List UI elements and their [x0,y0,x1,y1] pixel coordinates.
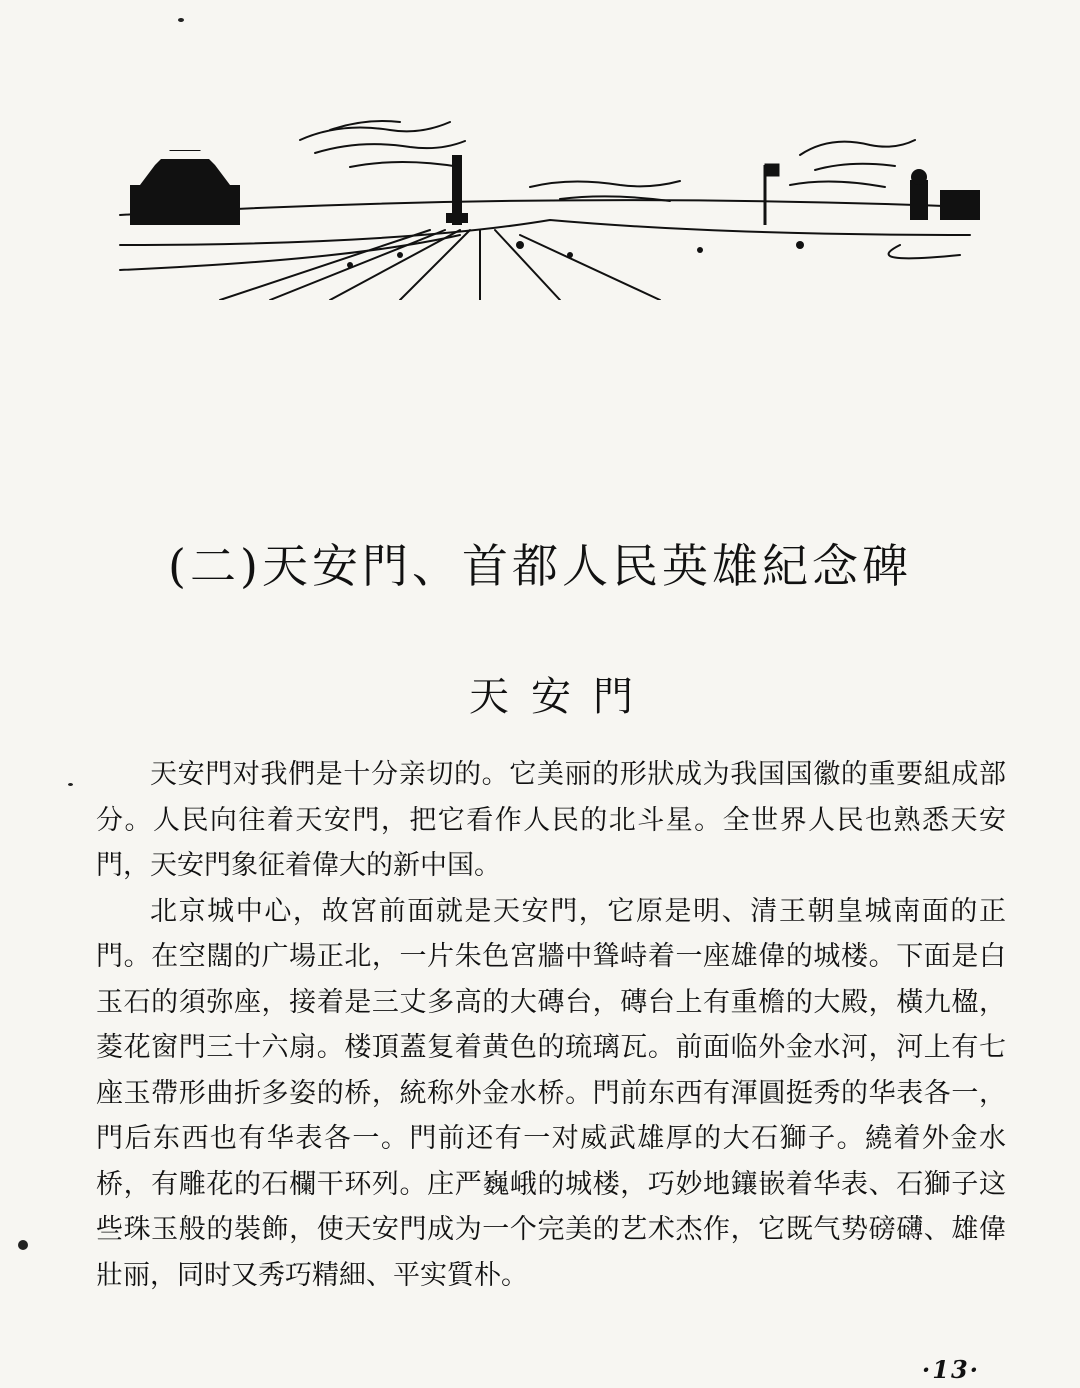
tiananmen-square-illustration [100,95,990,300]
page-number: ·13· [921,1355,980,1384]
paragraph: 北京城中心，故宮前面就是天安門，它原是明、清王朝皇城南面的正門。在空闊的广場正北，一片朱色宮牆中聳峙着一座雄偉的城楼。下面是白玉石的須弥座，接着是三丈多高的大磚台，磚台上有重檐的大殿，橫九楹，菱花窗門三十六扇。楼頂蓋复着黄色的琉璃瓦。前面临外金水河，河上有七座玉帶形曲折多姿的桥，統称外金水桥。門前东西有渾圓挺秀的华表各一，門后东西也有华表各一。門前还有一对威武雄厚的大石獅子。繞着外金水桥，有雕花的石欄干环列。庄严巍峨的城楼，巧妙地鑲嵌着华表、石獅子这些珠玉般的裝飾，使天安門成为一个完美的艺术杰作，它既气势磅礴、雄偉壯丽，同时又秀巧精細、平实質朴。 [96,895,1006,1291]
paragraph: 天安門对我們是十分亲切的。它美丽的形狀成为我国国徽的重要組成部分。人民向往着天安門，把它看作人民的北斗星。全世界人民也熟悉天安門，天安門象征着偉大的新中国。 [96,759,1006,881]
print-speck [68,783,73,786]
chapter-title: (二)天安門、首都人民英雄紀念碑 [168,539,912,593]
section-title: 天安門 [469,674,655,720]
print-speck [18,1240,28,1250]
print-speck [178,18,184,22]
body-text [96,752,1006,1298]
